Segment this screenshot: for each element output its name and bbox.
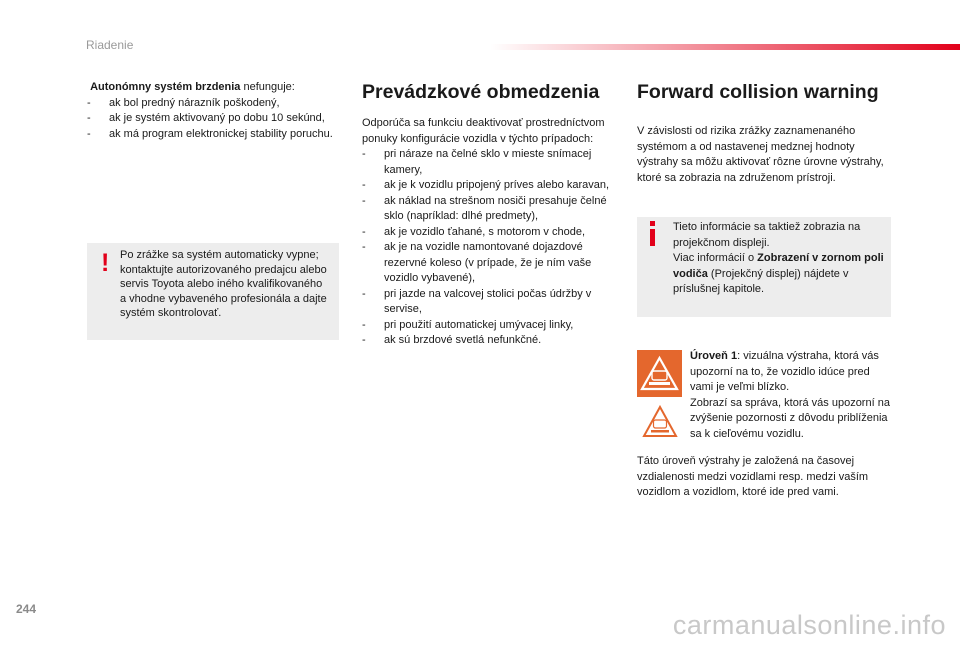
list-item: - pri jazde na valcovej stolici počas údržby v servise, [362,287,620,318]
info-note [637,217,891,317]
section-label: Riadenie [86,38,134,52]
operating-limits-title: Prevádzkové obmedzenia [362,81,600,103]
list-item: - pri náraze na čelné sklo v mieste snímacej kamery, [362,147,620,178]
list-item: - pri použití automatickej umývacej linky, [362,318,620,334]
brake-intro-bold: Autonómny systém brzdenia [90,81,241,93]
header-accent-line [490,44,960,50]
page-number: 244 [16,602,37,616]
list-item: - ak je systém aktivovaný po dobu 10 sekúnd, [87,111,337,127]
collision-warning-intro: V závislosti od rizika zrážky zaznamenaného systémom a od nastavenej medznej hodnoty výstrahy sa môžu aktivovať rôzne úrovne výstrahy, ktoré sa zobrazia na združenom prístroji. [637,125,884,184]
info-line-1: Tieto informácie sa taktiež zobrazia na projekčnom displeji. [673,221,861,249]
list-item: - ak je na vozidle namontované dojazdové rezervné koleso (v prípade, že je ním vaše vozidlo vybavené), [362,240,620,287]
collision-warning-title: Forward collision warning [637,81,879,103]
list-item: - ak náklad na strešnom nosiči presahuje čelné sklo (napríklad: dlhé predmety), [362,194,620,225]
list-item: - ak je k vozidlu pripojený príves alebo karavan, [362,178,620,194]
level-1-description [690,349,895,442]
collision-warning-badge-icon [637,350,682,397]
brake-conditions-list [87,96,337,143]
list-item: - ak sú brzdové svetlá nefunkčné. [362,333,620,349]
brake-intro-rest: nefunguje: [240,81,295,93]
level-1-message: Zobrazí sa správa, ktorá vás upozorní na zvýšenie pozornosti z dôvodu priblíženia sa k cieľovému vozidlu. [690,396,890,440]
info-icon [647,221,659,246]
brake-intro [87,80,337,96]
info-line-2-bold: Zobrazení v zornom poli vodiča [673,252,884,280]
exclamation-icon: ! [101,249,110,277]
warning-note [87,243,339,340]
time-gap-paragraph: Táto úroveň výstrahy je založená na časovej vzdialenosti medzi vozidlami resp. medzi vaším vozidlom a vozidlom, ktoré ide pred vami. [637,455,869,498]
operating-limits-list [362,147,620,349]
info-line-2-post: (Projekčný displej) nájdete v príslušnej kapitole. [673,267,849,295]
level-1-text: : vizuálna výstraha, ktorá vás upozorní na to, že vozidlo idúce pred vami je veľmi blízko. [690,350,879,393]
list-item: - ak má program elektronickej stability poruchu. [87,127,337,143]
column-brake-limits [87,80,337,142]
level-1-label: Úroveň 1 [690,350,738,362]
watermark: carmanualsonline.info [672,610,946,640]
info-line-2-pre: Viac informácií o [673,252,758,264]
warning-text: Po zrážke sa systém automaticky vypne; kontaktujte autorizovaného predajcu alebo servis Toyota alebo iného kvalifikovaného a vhodne vybaveného profesionála a dajte systém skontrolovať. [120,249,327,319]
list-item: - ak je vozidlo ťahané, s motorom v chode, [362,225,620,241]
operating-limits-intro: Odporúča sa funkciu deaktivovať prostredníctvom ponuky konfigurácie vozidla v týchto prípadoch: [362,117,605,145]
column-operating-limits [362,80,620,349]
list-item: - ak bol predný nárazník poškodený, [87,96,337,112]
info-text [673,220,885,298]
collision-warning-outline-icon [641,404,679,440]
column-collision-warning [637,80,893,186]
